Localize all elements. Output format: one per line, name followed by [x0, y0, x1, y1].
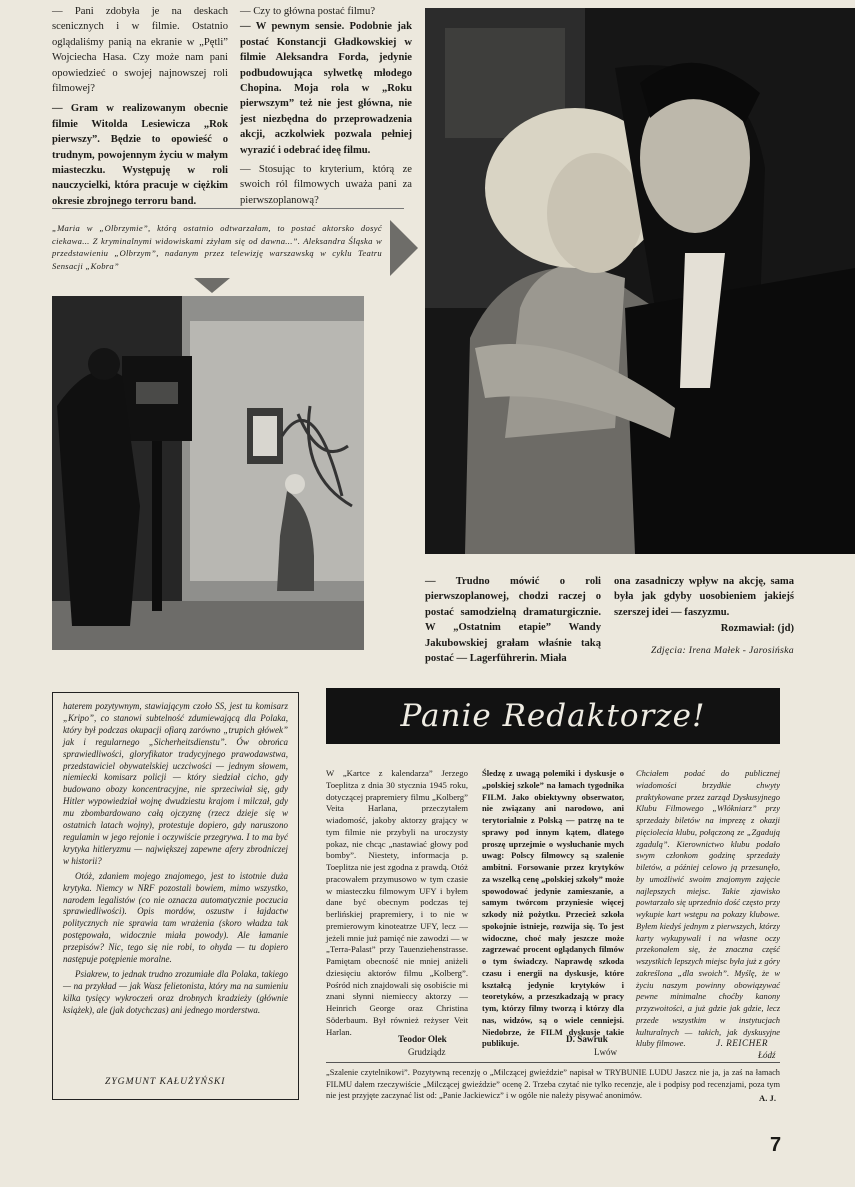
letter-1-signature: Teodor Olek	[398, 1034, 447, 1044]
interview-question-3: — Stosując to kryterium, którą ze swoich ról filmowych uważa pani za pierwszoplanową?	[240, 164, 412, 206]
letter-3-city: Łódź	[758, 1050, 776, 1060]
letter-1-city: Grudziądz	[408, 1047, 446, 1057]
correction-text: „Szalenie czytelnikowi”. Pozytywną recenzję o „Milczącej gwieździe” napisał w TRYBUNIE LUDU Jaszcz nie ja, ja zaś na łamach FILMU dałem rzeczywiście „Milczącej gwieździe” ocenę 2. Trzeba czytać nie tylko recenzje, ale i podpisy pod recenzjami, poza tym nie jest przyjęte zaczynać list od: „Panie Jackiewicz” i w ogóle nie należy pisywać anonimów.	[326, 1068, 780, 1101]
interview-question-1: — Pani zdobyła je na deskach scenicznych i w filmie. Ostatnio oglądaliśmy panią na ekranie w „Pętli” Wojciecha Hasa. Czy może nam pani opowiedzieć o swojej najnowszej roli filmowej?	[52, 6, 228, 95]
left-article-paragraph: Otóż, zdaniem mojego znajomego, jest to istotnie duża krytyka. Niemcy w NRF pozostali bowiem, mimo wszystko, narodem legalistów (co nie oznacza automatycznie poczucia sprawiedliwości). Opis mordów, oszustw i łajdactw politycznych nie sprawia tam wrażenia (skoro władza tak postępowała, widocznie miała powody). Ale łamanie przepisów? Nic, tego się nie robi, to ohyda — tu dopiero następuje potępienie moralne.	[63, 870, 288, 965]
arrow-down-icon	[192, 276, 232, 294]
letter-3: Chciałem podać do publicznej wiadomości brzydkie chwyty praktykowane przez zarząd Dyskusyjnego Klubu Filmowego „Włókniarz” przy sprzedaży biletów na imprezę z okazji pięciolecia klubu, połączoną ze „Zgadują zgadulą”. Kierownictwo klubu podało swym członkom godzinę sprzedaży biletów, a później celowo ją przesunęło, by umożliwić swoim znajomym zajęcie najlepszych miejsc. Takie zjawisko powtarzało się uprzednio dość często przy wykupie kart wstępu na pokazy klubowe. Byłem kiedyś jednym z pierwszych, którzy karty wykupywali i na własne oczy przekonałem się, że znaczna część wszystkich lepszych miejsc była już z góry zakreślona „dla swoich”. Myślę, że w życiu naszym powinny obowiązywać pewne minimalne choćby kanony przyzwoitości, a już gdzie jak gdzie, lecz przede wszystkim w instytucjach kulturalnych — takich, jak dyskusyjne kluby filmowe.	[636, 768, 780, 1049]
tv-studio-photo	[52, 296, 364, 650]
letters-banner	[326, 688, 780, 744]
left-article-paragraph: haterem pozytywnym, stawiającym czoło SS, jest tu komisarz „Kripo”, co stanowi subtelność zdumiewającą dla Polaka, który był podczas okupacji ofiarą zarówno „trupich główek” jak i regularnego „Sicherheitsdienstu”. Ów obrońca sprawiedliwości, gloryfikator tradycyjnego prawodawstwa, przedstawiciel obywatelskiej uczciwości — jednym słowem, niemiecki komisarz policji — który siedział cicho, gdy budowano obozy koncentracyjne, nie sprzeciwiał się, gdy Hitler wypowiedział wojnę dwudziestu krajom i milczał, gdy mu zbombardowano całą ojczyznę (rzecz dzieje się w ostatnich latach wojny), protestuje dopiero, gdy naruszono regulamin w jego rejonie i oczywiście przegrywa. I to ma być krytyka hitleryzmu — największej zapewne afery zbrodniczej w historii?	[63, 701, 288, 866]
photo-caption: „Maria w „Olbrzymie”, którą ostatnio odtwarzałam, to postać aktorsko dosyć ciekawa... Z kryminalnymi widowiskami zżyłam się od dawna...”. Aleksandra Śląska w przedstawieniu „Olbrzym”, nadanym przez telewizję warszawską w cyklu Teatru Sensacji „Kobra”	[52, 223, 382, 271]
letter-2-signature: D. Sawruk	[566, 1034, 608, 1044]
left-article-paragraph: Psiakrew, to jednak trudno zrozumiałe dla Polaka, takiego — na przykład — jak Wasz felietonista, który ma na sumieniu kilka tysięcy wykroczeń oraz drobnych kradzieży (głównie książek), ale (jak dotychczas) ani jednego morderstwa.	[63, 968, 288, 1015]
correction-note	[326, 1062, 780, 1102]
letters-banner-title: Panie Redaktorze!	[400, 698, 706, 734]
left-article	[52, 692, 299, 1100]
interview-column-3: — Trudno mówić o roli pierwszoplanowej, chodzi raczej o postać samodzielną dramaturgicznie. W „Ostatnim etapie” Wandy Jakubowskiej grałam właśnie taką postać — Lagerführerin. Miała	[425, 576, 601, 665]
letter-2-city: Lwów	[594, 1047, 617, 1057]
interviewer-credit: Rozmawiał: (jd)	[720, 623, 794, 634]
letter-3-signature: J. REICHER	[716, 1038, 768, 1048]
correction-signature: A. J.	[759, 1092, 776, 1103]
interview-column-4: ona zasadniczy wpływ na akcję, sama była jak gdyby uosobieniem jakiejś szerszej idei — faszyzmu.	[614, 576, 794, 618]
interview-question-2: — Czy to główna postać filmu?	[240, 6, 376, 17]
left-article-body	[63, 701, 288, 1017]
couple-photo	[425, 8, 855, 554]
arrow-right-icon	[388, 216, 420, 280]
interview-answer-1: — Gram w realizowanym obecnie filmie Witolda Lesiewicza „Rok pierwszy”. Będzie to opowieść o trudnym, powojennym życiu w małym miasteczku. Występuję w roli nauczycielki, która pracuje w ciężkim okresie zbrojnego terroru band.	[52, 103, 228, 207]
interview-answer-2: — W pewnym sensie. Podobnie jak postać Konstancji Gładkowskiej w filmie Aleksandra Forda, jedynie podbudowująca sylwetkę młodego Chopina. Moja rola w „Roku pierwszym” też nie jest główna, nie jest niezbędna do przeprowadzenia akcji, aczkolwiek pozwala pełniej wyrazić i odebrać ideę filmu.	[240, 21, 412, 156]
interview-column-1	[52, 4, 228, 209]
divider	[52, 208, 404, 209]
page-number: 7	[770, 1134, 782, 1156]
photo-credit: Zdjęcia: Irena Małek - Jarosińska	[650, 645, 794, 656]
interview-column-2	[240, 4, 412, 208]
letter-2: Śledzę z uwagą polemiki i dyskusje o „polskiej szkole” na łamach tygodnika FILM. Jako obiektywny obserwator, nie związany ani narodowo, ani terytorialnie z Polską — patrzę na te sprawy pod innym kątem, dlatego proszę uprzejmie o wysłuchanie mych uwag: Polscy filmowcy są szalenie ambitni. Forsowanie przez krytyków za wszelką cenę „polskiej szkoły” może spowodować jedynie zamieszanie, a samym twórcom przyniesie więcej szkody niż pożytku. Przecież szkoła spokojnie istnieje, rozwija się. To jest widoczne, choć mały jeszcze może zagrzewać procent oglądanych filmów o tym świadczy. Naprawdę szkoda czasu i energii na dyskusje, które kształcą jedynie krytyków i teoretyków, a przeszkadzają w pracy tym, którzy filmy tworzą i którzy dla nas, widzów, są o wiele cenniejsi. Niedobrze, że FILM dyskusje takie publikuje.	[482, 768, 624, 1049]
letter-1: W „Kartce z kalendarza” Jerzego Toeplitza z dnia 30 stycznia 1945 roku, dotyczącej prapremiery filmu „Kolberg” Veita Harlana, przeczytałem wiadomość, jakoby aktorzy grający w tym filmie nie przybyli na uroczysty pokaz, nie chcąc „nastawiać głowy pod bomby”. Niestety, informacja p. Toeplitza nie jest zgodna z prawdą. Otóż pracowałem przymusowo w tym czasie w miasteczku filmowym UFY i byłem dane być obecnym podczas tej berlińskiej prapremiery, i to nie w premierowym kinoteatrze UFY, lecz — jeżeli mnie już pamięć nie zawodzi — w „Terra-Palast” przy Tauenziehenstrasse. Pamiętam obecność nie mniej aniżeli dziesięciu aktorów filmu „Kolberg”. Pośród nich znajdowali się osobiście mi znani słynni niemieccy aktorzy — Heinrich George oraz Christina Söderbaum. Był również reżyser Veit Harlan.	[326, 768, 468, 1037]
left-article-author: ZYGMUNT KAŁUŻYŃSKI	[105, 1076, 226, 1087]
